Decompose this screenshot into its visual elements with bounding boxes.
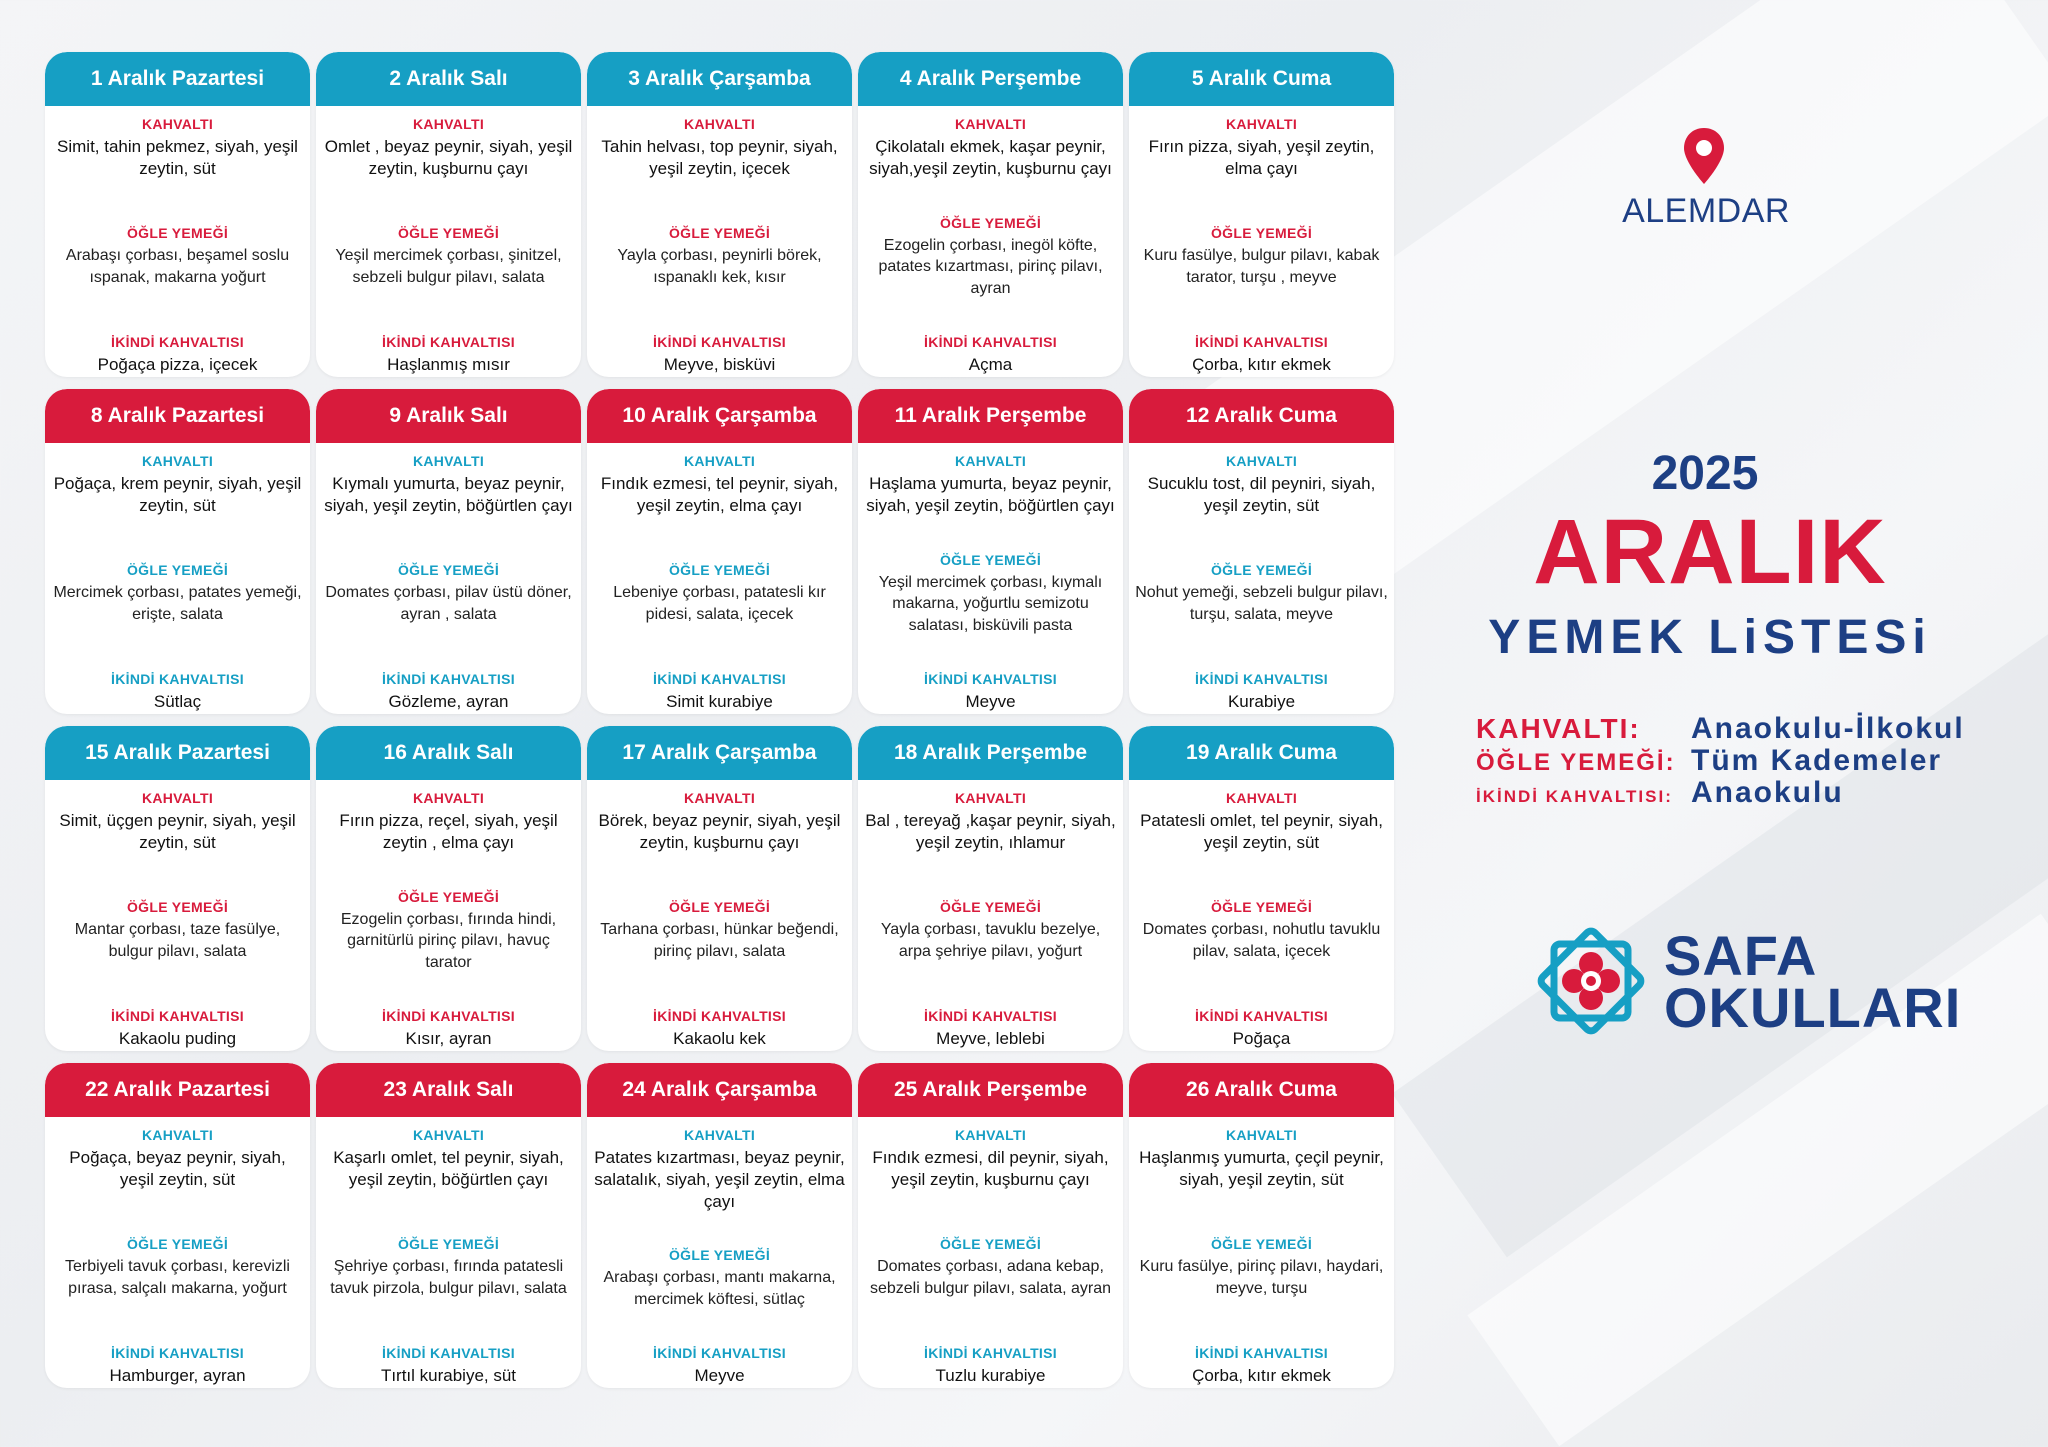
snack-section [1195,671,1328,712]
day-card [858,389,1123,714]
lunch-items: Yeşil mercimek çorbası, şinitzel, sebzeli bulgur pilavı, salata [335,247,562,286]
snack-label: İKİNDİ KAHVALTISI [382,333,515,350]
lunch-section [593,1247,846,1310]
day-title: 8 Aralık Pazartesi [45,389,310,443]
day-title: 22 Aralık Pazartesi [45,1063,310,1117]
breakfast-section [1135,1127,1388,1191]
day-title: 9 Aralık Salı [316,389,581,443]
lunch-section [593,225,846,288]
day-card [858,1063,1123,1388]
day-title: 4 Aralık Perşembe [858,52,1123,106]
snack-section [653,334,786,375]
snack-label: İKİNDİ KAHVALTISI [111,1344,244,1361]
snack-items: Poğaça [1232,1028,1291,1048]
snack-label: İKİNDİ KAHVALTISI [111,670,244,687]
snack-items: Haşlanmış mısır [387,354,510,374]
legend-value: Anaokulu [1691,776,1844,809]
snack-items: Kakaolu puding [118,1028,237,1048]
snack-items: Meyve [694,1365,745,1385]
breakfast-items: Fırın pizza, siyah, yeşil zeytin, elma çayı [1148,137,1375,179]
breakfast-label: KAHVALTI [683,790,756,806]
breakfast-section [51,1127,304,1191]
lunch-items: Ezogelin çorbası, fırında hindi, garnitürlü pirinç pilavı, havuç tarator [340,910,557,971]
lunch-items: Yayla çorbası, tavuklu bezelye, arpa şehriye pilavı, yoğurt [880,921,1101,960]
snack-label: İKİNDİ KAHVALTISI [924,670,1057,687]
day-menu [316,443,581,714]
day-menu [1129,106,1394,377]
lunch-items: Lebeniye çorbası, patatesli kır pidesi, salata, içecek [613,584,826,623]
day-menu [858,1117,1123,1388]
breakfast-items: Börek, beyaz peynir, siyah, yeşil zeytin, kuşburnu çayı [598,811,841,853]
legend-row-breakfast [1476,712,2036,744]
breakfast-items: Sucuklu tost, dil peyniri, siyah, yeşil zeytin, süt [1147,474,1376,516]
legend-row-snack [1476,776,2036,808]
snack-section [111,1008,244,1049]
school-name-line1: SAFA [1664,924,1818,987]
breakfast-section [322,116,575,180]
legend-key: KAHVALTI: [1476,713,1641,744]
day-title: 18 Aralık Perşembe [858,726,1123,780]
day-menu [587,780,852,1051]
snack-section [1192,1345,1331,1386]
snack-label: İKİNDİ KAHVALTISI [653,1344,786,1361]
breakfast-items: Poğaça, beyaz peynir, siyah, yeşil zeytin, süt [69,1148,286,1190]
lunch-section [1135,225,1388,288]
lunch-label: ÖĞLE YEMEĞİ [1210,225,1313,242]
legend-key: İKİNDİ KAHVALTISI: [1476,787,1673,806]
day-menu [858,443,1123,714]
lunch-section [864,215,1117,300]
day-menu [1129,1117,1394,1388]
day-title: 2 Aralık Salı [316,52,581,106]
breakfast-section [322,1127,575,1191]
breakfast-section [51,116,304,180]
breakfast-label: KAHVALTI [954,790,1027,806]
day-card [1129,389,1394,714]
lunch-label: ÖĞLE YEMEĞİ [668,1247,771,1264]
snack-label: İKİNDİ KAHVALTISI [111,333,244,350]
lunch-section [1135,562,1388,625]
snack-section [382,334,515,375]
breakfast-items: Simit, tahin pekmez, siyah, yeşil zeytin, süt [57,137,298,179]
breakfast-items: Omlet , beyaz peynir, siyah, yeşil zeytin, kuşburnu çayı [324,137,573,179]
day-title: 24 Aralık Çarşamba [587,1063,852,1117]
lunch-label: ÖĞLE YEMEĞİ [1210,899,1313,916]
breakfast-label: KAHVALTI [954,453,1027,469]
breakfast-section [864,116,1117,180]
lunch-section [322,1236,575,1299]
day-menu [858,780,1123,1051]
day-card [316,52,581,377]
day-menu [316,1117,581,1388]
breakfast-section [51,453,304,517]
snack-label: İKİNDİ KAHVALTISI [382,670,515,687]
breakfast-section [1135,453,1388,517]
legend-value: Tüm Kademeler [1691,744,1943,777]
lunch-section [864,1236,1117,1299]
breakfast-label: KAHVALTI [141,453,214,469]
lunch-items: Yayla çorbası, peynirli börek, ıspanaklı kek, kısır [617,247,822,286]
lunch-section [593,562,846,625]
breakfast-items: Fırın pizza, reçel, siyah, yeşil zeytin , elma çayı [339,811,558,853]
snack-label: İKİNDİ KAHVALTISI [924,1007,1057,1024]
snack-label: İKİNDİ KAHVALTISI [1195,1344,1328,1361]
breakfast-items: Haşlanmış yumurta, çeçil peynir, siyah, yeşil zeytin, süt [1139,1148,1384,1190]
day-title: 1 Aralık Pazartesi [45,52,310,106]
snack-section [98,334,258,375]
menu-year: 2025 [1651,447,1759,500]
breakfast-section [864,1127,1117,1191]
lunch-items: Arabaşı çorbası, beşamel soslu ıspanak, makarna yoğurt [65,247,290,286]
menu-month: ARALIK [1533,501,1887,603]
day-menu [45,780,310,1051]
lunch-section [51,225,304,288]
breakfast-label: KAHVALTI [141,116,214,132]
lunch-section [322,562,575,625]
breakfast-section [322,453,575,517]
day-card [316,1063,581,1388]
breakfast-items: Fındık ezmesi, tel peynir, siyah, yeşil zeytin, elma çayı [600,474,839,516]
snack-items: Çorba, kıtır ekmek [1192,354,1331,374]
snack-items: Poğaça pizza, içecek [97,354,258,374]
snack-label: İKİNDİ KAHVALTISI [1195,1007,1328,1024]
breakfast-section [51,790,304,854]
breakfast-label: KAHVALTI [683,116,756,132]
snack-label: İKİNDİ KAHVALTISI [924,1344,1057,1361]
breakfast-section [864,790,1117,854]
snack-items: Çorba, kıtır ekmek [1192,1365,1331,1385]
breakfast-label: KAHVALTI [412,790,485,806]
lunch-section [864,899,1117,962]
day-menu [45,1117,310,1388]
day-title: 17 Aralık Çarşamba [587,726,852,780]
lunch-label: ÖĞLE YEMEĞİ [126,1236,229,1253]
lunch-items: Nohut yemeği, sebzeli bulgur pilavı, turşu, salata, meyve [1135,584,1388,623]
snack-section [1192,334,1331,375]
lunch-label: ÖĞLE YEMEĞİ [939,551,1042,568]
snack-section [653,1008,786,1049]
snack-section [382,671,515,712]
legend [1476,712,2036,808]
breakfast-label: KAHVALTI [954,1127,1027,1143]
snack-label: İKİNDİ KAHVALTISI [1195,670,1328,687]
school-name-line2: OKULLARI [1664,976,1962,1039]
snack-section [109,1345,245,1386]
breakfast-items: Fındık ezmesi, dil peynir, siyah, yeşil zeytin, kuşburnu çayı [872,1148,1109,1190]
lunch-items: Arabaşı çorbası, mantı makarna, mercimek köftesi, sütlaç [603,1269,836,1309]
day-title: 23 Aralık Salı [316,1063,581,1117]
snack-items: Meyve [965,691,1016,711]
day-card [316,726,581,1051]
breakfast-label: KAHVALTI [1225,1127,1298,1143]
breakfast-items: Bal , tereyağ ,kaşar peynir, siyah, yeşil zeytin, ıhlamur [865,811,1116,853]
day-title: 15 Aralık Pazartesi [45,726,310,780]
lunch-items: Ezogelin çorbası, inegöl köfte, patates kızartması, pirinç pilavı, ayran [878,236,1103,297]
breakfast-items: Patates kızartması, beyaz peynir, salatalık, siyah, yeşil zeytin, elma çayı [594,1148,845,1212]
lunch-items: Domates çorbası, nohutlu tavuklu pilav, salata, içecek [1142,921,1381,960]
day-card [587,726,852,1051]
snack-label: İKİNDİ KAHVALTISI [653,333,786,350]
lunch-label: ÖĞLE YEMEĞİ [1210,562,1313,579]
lunch-items: Tarhana çorbası, hünkar beğendi, pirinç pilavı, salata [600,921,839,960]
day-card [858,52,1123,377]
snack-label: İKİNDİ KAHVALTISI [1195,333,1328,350]
lunch-label: ÖĞLE YEMEĞİ [126,899,229,916]
lunch-section [1135,1236,1388,1299]
day-title: 3 Aralık Çarşamba [587,52,852,106]
day-title: 25 Aralık Perşembe [858,1063,1123,1117]
lunch-label: ÖĞLE YEMEĞİ [939,1236,1042,1253]
breakfast-section [864,453,1117,517]
day-card [1129,52,1394,377]
day-card [1129,726,1394,1051]
breakfast-section [1135,790,1388,854]
day-menu [316,106,581,377]
day-card [45,1063,310,1388]
breakfast-label: KAHVALTI [412,116,485,132]
snack-section [924,671,1057,712]
lunch-section [51,899,304,962]
day-title: 16 Aralık Salı [316,726,581,780]
lunch-items: Mantar çorbası, taze fasülye, bulgur pilavı, salata [74,921,281,960]
snack-items: Tuzlu kurabiye [935,1365,1046,1385]
breakfast-section [593,790,846,854]
legend-row-lunch [1476,744,2036,776]
day-card [587,52,852,377]
day-card [858,726,1123,1051]
day-menu [45,106,310,377]
day-card [587,389,852,714]
breakfast-label: KAHVALTI [1225,453,1298,469]
lunch-section [864,552,1117,637]
breakfast-label: KAHVALTI [1225,116,1298,132]
lunch-section [593,899,846,962]
lunch-items: Domates çorbası, adana kebap, sebzeli bulgur pilavı, salata, ayran [869,1258,1112,1297]
lunch-label: ÖĞLE YEMEĞİ [397,562,500,579]
snack-label: İKİNDİ KAHVALTISI [653,670,786,687]
breakfast-label: KAHVALTI [412,453,485,469]
day-menu [45,443,310,714]
day-card [316,389,581,714]
legend-key: ÖĞLE YEMEĞİ: [1476,749,1676,776]
day-title: 19 Aralık Cuma [1129,726,1394,780]
day-card [1129,1063,1394,1388]
day-menu [587,443,852,714]
lunch-items: Mercimek çorbası, patates yemeği, erişte, salata [53,584,302,623]
snack-items: Açma [968,354,1013,374]
lunch-label: ÖĞLE YEMEĞİ [397,1236,500,1253]
day-card [45,389,310,714]
lunch-label: ÖĞLE YEMEĞİ [939,899,1042,916]
snack-label: İKİNDİ KAHVALTISI [111,1007,244,1024]
snack-items: Kakaolu kek [673,1028,766,1048]
snack-label: İKİNDİ KAHVALTISI [382,1344,515,1361]
day-menu [316,780,581,1051]
day-title: 26 Aralık Cuma [1129,1063,1394,1117]
snack-items: Meyve, leblebi [936,1028,1045,1048]
lunch-items: Şehriye çorbası, fırında patatesli tavuk pirzola, bulgur pilavı, salata [330,1258,567,1297]
menu-list-title: YEMEK LiSTESi [1488,611,1932,664]
lunch-label: ÖĞLE YEMEĞİ [939,214,1042,231]
day-menu [587,106,852,377]
breakfast-items: Tahin helvası, top peynir, siyah, yeşil zeytin, içecek [601,137,838,179]
lunch-label: ÖĞLE YEMEĞİ [126,562,229,579]
menu-grid [45,52,1394,1388]
snack-label: İKİNDİ KAHVALTISI [382,1007,515,1024]
snack-items: Kısır, ayran [405,1028,492,1048]
breakfast-section [593,1127,846,1213]
lunch-label: ÖĞLE YEMEĞİ [126,225,229,242]
lunch-label: ÖĞLE YEMEĞİ [668,899,771,916]
day-title: 12 Aralık Cuma [1129,389,1394,443]
day-menu [1129,443,1394,714]
breakfast-section [593,453,846,517]
breakfast-label: KAHVALTI [954,116,1027,132]
snack-label: İKİNDİ KAHVALTISI [924,333,1057,350]
day-title: 10 Aralık Çarşamba [587,389,852,443]
lunch-section [1135,899,1388,962]
breakfast-items: Kıymalı yumurta, beyaz peynir, siyah, yeşil zeytin, böğürtlen çayı [324,474,573,516]
legend-value: Anaokulu-İlkokul [1691,712,1965,745]
breakfast-label: KAHVALTI [683,1127,756,1143]
lunch-section [51,562,304,625]
snack-section [653,671,786,712]
breakfast-label: KAHVALTI [141,790,214,806]
snack-section [382,1008,515,1049]
location-pin-icon [1682,126,1726,186]
lunch-label: ÖĞLE YEMEĞİ [668,562,771,579]
school-name [1664,924,1962,1039]
snack-items: Kurabiye [1227,691,1296,711]
breakfast-items: Patatesli omlet, tel peynir, siyah, yeşil zeytin, süt [1140,811,1383,853]
lunch-items: Terbiyeli tavuk çorbası, kerevizli pırasa, salçalı makarna, yoğurt [65,1258,290,1297]
day-card [45,726,310,1051]
breakfast-items: Simit, üçgen peynir, siyah, yeşil zeytin, süt [59,811,296,853]
breakfast-label: KAHVALTI [1225,790,1298,806]
lunch-section [51,1236,304,1299]
day-menu [858,106,1123,377]
snack-items: Sütlaç [153,691,202,711]
snack-label: İKİNDİ KAHVALTISI [653,1007,786,1024]
snack-items: Hamburger, ayran [109,1365,246,1385]
school-logo-icon [1526,916,1656,1046]
snack-items: Tırtıl kurabiye, süt [380,1365,517,1385]
breakfast-items: Haşlama yumurta, beyaz peynir, siyah, yeşil zeytin, böğürtlen çayı [866,474,1115,516]
lunch-items: Kuru fasülye, pirinç pilavı, haydari, meyve, turşu [1139,1258,1384,1297]
snack-section [924,334,1057,375]
day-menu [1129,780,1394,1051]
day-title: 5 Aralık Cuma [1129,52,1394,106]
breakfast-section [1135,116,1388,180]
day-card [45,52,310,377]
campus-name: ALEMDAR [1622,192,1790,230]
snack-section [653,1345,786,1386]
lunch-label: ÖĞLE YEMEĞİ [1210,1236,1313,1253]
snack-section [924,1008,1057,1049]
breakfast-section [593,116,846,180]
snack-section [924,1345,1057,1386]
snack-items: Simit kurabiye [666,691,773,711]
lunch-section [322,225,575,288]
day-menu [587,1117,852,1388]
lunch-items: Yeşil mercimek çorbası, kıymalı makarna, yoğurtlu semizotu salatası, bisküvili pasta [878,573,1103,634]
snack-items: Gözleme, ayran [388,691,509,711]
breakfast-section [322,790,575,854]
snack-items: Meyve, bisküvi [663,354,776,374]
breakfast-items: Kaşarlı omlet, tel peynir, siyah, yeşil zeytin, böğürtlen çayı [333,1148,564,1190]
snack-section [111,671,244,712]
lunch-label: ÖĞLE YEMEĞİ [397,225,500,242]
day-title: 11 Aralık Perşembe [858,389,1123,443]
breakfast-label: KAHVALTI [412,1127,485,1143]
breakfast-label: KAHVALTI [683,453,756,469]
snack-section [381,1345,516,1386]
snack-section [1195,1008,1328,1049]
day-card [587,1063,852,1388]
lunch-section [322,889,575,974]
lunch-items: Kuru fasülye, bulgur pilavı, kabak tarator, turşu , meyve [1143,247,1380,286]
breakfast-items: Poğaça, krem peynir, siyah, yeşil zeytin, süt [53,474,302,516]
breakfast-label: KAHVALTI [141,1127,214,1143]
lunch-items: Domates çorbası, pilav üstü döner, ayran , salata [325,584,572,623]
breakfast-items: Çikolatalı ekmek, kaşar peynir, siyah,yeşil zeytin, kuşburnu çayı [869,137,1112,179]
lunch-label: ÖĞLE YEMEĞİ [397,888,500,905]
lunch-label: ÖĞLE YEMEĞİ [668,225,771,242]
